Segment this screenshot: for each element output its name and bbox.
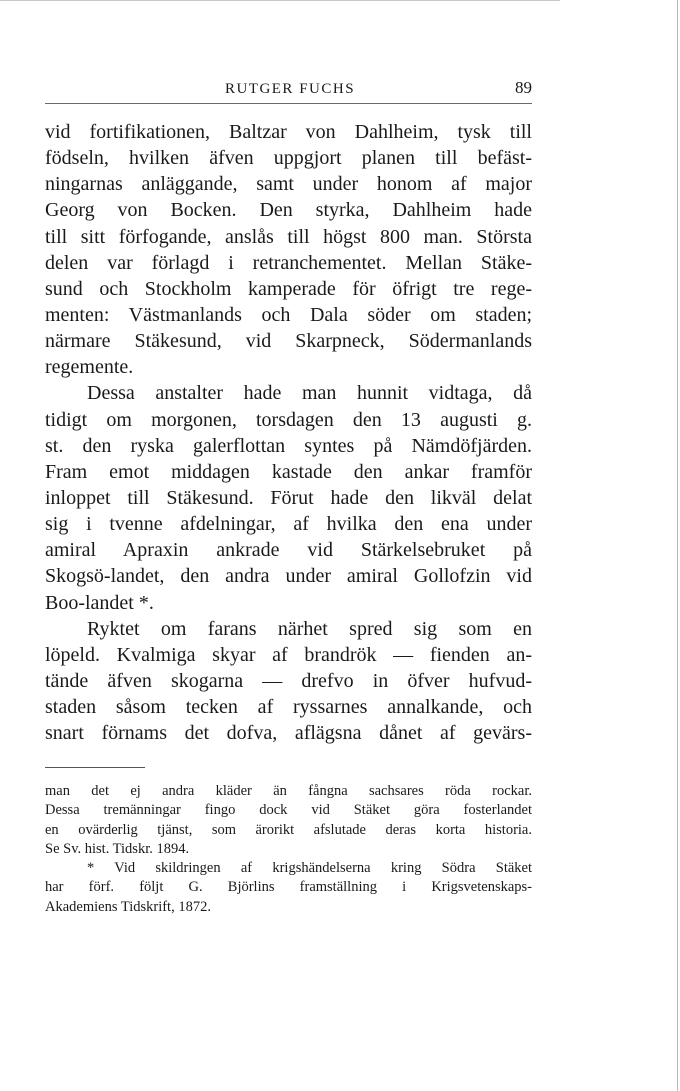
body-line: löpeld. Kvalmiga skyar af brandrök — fienden an- xyxy=(45,643,532,666)
footnote-line: Se Sv. hist. Tidskr. 1894. xyxy=(45,840,190,857)
page-right-edge xyxy=(677,0,678,1091)
footnotes xyxy=(45,782,532,917)
body-line: regemente. xyxy=(45,356,134,379)
body-line: Ryktet om farans närhet spred sig som en xyxy=(87,617,532,640)
footnote-line: man det ej andra kläder än fångna sachsares röda rockar. xyxy=(45,783,532,799)
footnote-line: * Vid skildringen af krigshändelserna kring Södra Stäket xyxy=(87,860,532,877)
footnote-line: Akademiens Tidskrift, 1872. xyxy=(45,898,211,915)
body-line: menten: Västmanlands och Dala söder om staden; xyxy=(45,303,532,326)
body-line: delen var förlagd i retranchementet. Mellan Stäke- xyxy=(45,251,532,274)
page-top-edge xyxy=(0,0,560,1)
body-line: Georg von Bocken. Den styrka, Dahlheim hade xyxy=(45,199,532,222)
body-line: sig i tvenne afdelningar, af hvilka den ena under xyxy=(45,513,532,536)
footnote-rule xyxy=(45,767,145,768)
body-line: Boo-landet *. xyxy=(45,591,154,614)
page-number: 89 xyxy=(515,78,532,97)
body-line: staden såsom tecken af ryssarnes annalkande, och xyxy=(45,696,532,719)
body-line: st. den ryska galerflottan syntes på Nämdöfjärden. xyxy=(45,434,532,457)
body-line: Dessa anstalter hade man hunnit vidtaga, då xyxy=(87,382,532,405)
body-line: tände äfven skogarna — drefvo in öfver hufvud- xyxy=(45,669,532,692)
body-line: snart förnams det dofva, aflägsna dånet af gevärs- xyxy=(45,722,532,745)
body-line: till sitt förfogande, anslås till högst 800 man. Största xyxy=(45,225,532,248)
body-line: närmare Stäkesund, vid Skarpneck, Södermanlands xyxy=(45,330,532,353)
body-line: Skogsö-landet, den andra under amiral Gollofzin vid xyxy=(45,565,532,588)
body-line: vid fortifikationen, Baltzar von Dahlheim, tysk till xyxy=(45,121,532,143)
running-title: RUTGER FUCHS xyxy=(224,81,356,97)
body-line: sund och Stockholm kamperade för öfrigt tre rege- xyxy=(45,277,532,300)
header-rule xyxy=(45,103,532,104)
footnote-line: Dessa tremänningar fingo dock vid Stäket göra fosterlandet xyxy=(45,802,532,819)
body-line: födseln, hvilken äfven uppgjort planen till befäst- xyxy=(45,147,532,170)
body-line: inloppet till Stäkesund. Förut hade den likväl delat xyxy=(45,486,532,509)
body-line: tidigt om morgonen, torsdagen den 13 augusti g. xyxy=(45,408,532,431)
body-line: Fram emot middagen kastade den ankar framför xyxy=(45,460,532,483)
footnote-line: en ovärderlig tjänst, som ärorikt afslutade deras korta historia. xyxy=(45,821,532,838)
body-line: amiral Apraxin ankrade vid Stärkelsebruket på xyxy=(45,539,532,562)
footnote-line: har förf. följt G. Björlins framställning i Krigsvetenskaps- xyxy=(45,879,532,896)
body-text xyxy=(45,119,532,746)
body-line: ningarnas anläggande, samt under honom af major xyxy=(45,173,532,196)
